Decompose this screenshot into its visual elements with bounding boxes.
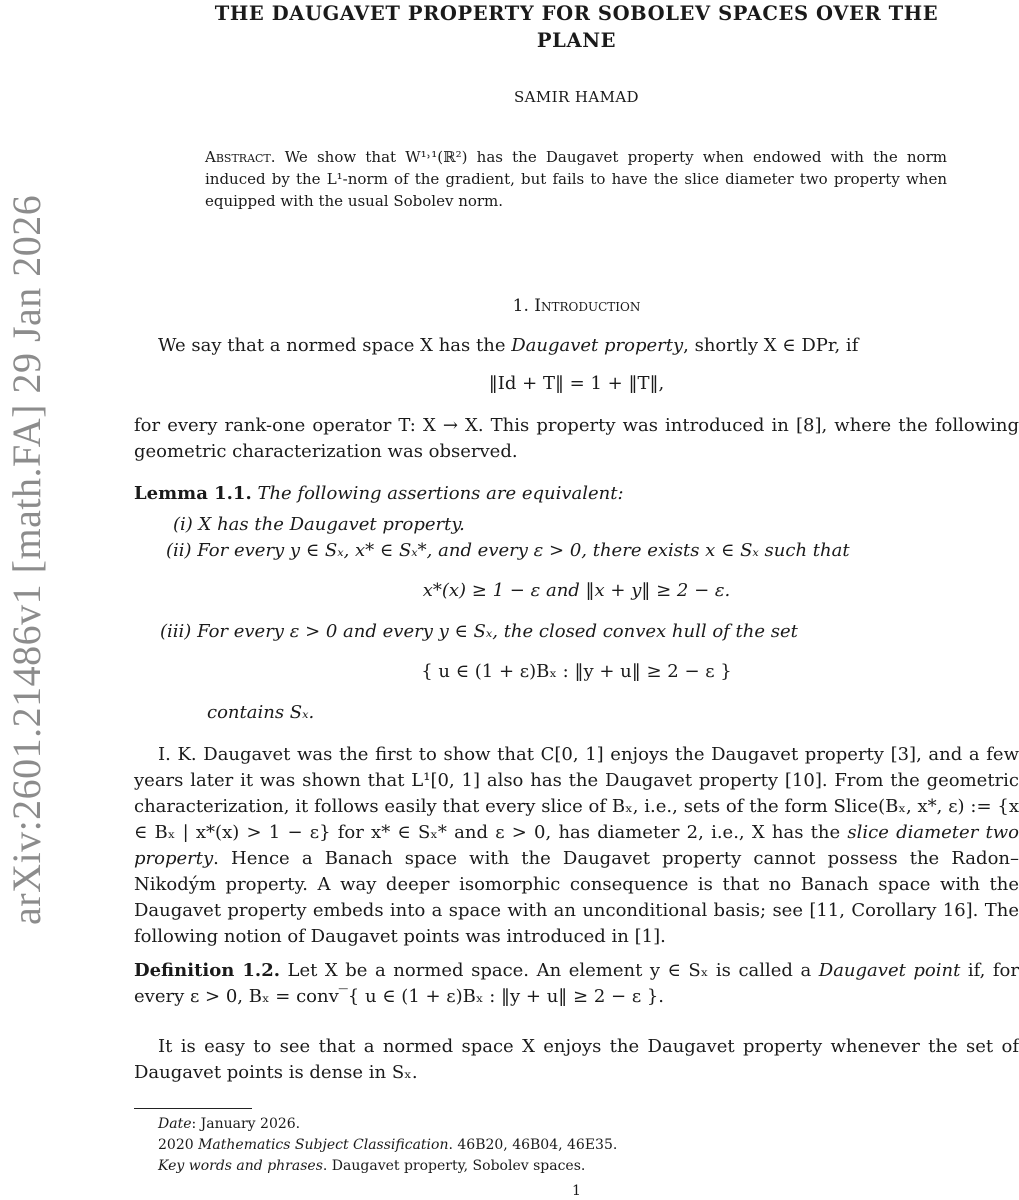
text-run: . Hence a Banach space with the Daugavet property cannot possess the Radon–Nikodým property. A way deeper isomorphic consequence is that no Banach space with the Daugavet property embeds into a space with an unconditional basis; see [11, Corollary 16]. The following notion of Daugavet points was introduced in [1].: [134, 848, 1019, 947]
text-run: if, for every ε > 0, Bₓ = conv‾{ u ∈ (1 + ε)Bₓ : ‖y + u‖ ≥ 2 − ε }.: [134, 960, 1019, 1007]
item-marker: (ii): [166, 540, 192, 561]
footnote-value: . Daugavet property, Sobolev spaces.: [322, 1158, 586, 1174]
equation-daugavet: ‖Id + T‖ = 1 + ‖T‖,: [488, 373, 665, 394]
item-text: X has the Daugavet property.: [198, 514, 465, 535]
section-number: 1.: [512, 296, 529, 316]
equation-lemma-iii: { u ∈ (1 + ε)Bₓ : ‖y + u‖ ≥ 2 − ε }: [421, 661, 732, 682]
paragraph-history: [134, 742, 1019, 950]
intro-paragraph-1: [134, 333, 1019, 359]
text-run: We say that a normed space X has the: [158, 335, 512, 356]
footnotes: [158, 1114, 617, 1177]
footnote-value: . 46B20, 46B04, 46E35.: [448, 1137, 618, 1153]
lemma-item-ii: [166, 540, 850, 561]
item-text: For every y ∈ Sₓ, x* ∈ Sₓ*, and every ε > 0, there exists x ∈ Sₓ such that: [197, 540, 850, 561]
footnote-label: Mathematics Subject Classification: [198, 1137, 449, 1153]
lemma-item-iii: [160, 621, 798, 642]
emphasis-term: Daugavet property: [511, 335, 684, 356]
emphasis-term: slice diameter two property: [134, 822, 1019, 869]
footnote-label: Date: [158, 1116, 192, 1132]
arxiv-identifier-stamp: arXiv:2601.21486v1 [math.FA] 29 Jan 2026: [4, 194, 49, 925]
abstract: [205, 146, 947, 212]
footnote-label: Key words and phrases: [158, 1158, 323, 1174]
section-heading: [134, 296, 1019, 316]
item-text: For every ε > 0 and every y ∈ Sₓ, the closed convex hull of the set: [197, 621, 798, 642]
lemma-label: Lemma 1.1.: [134, 483, 252, 504]
abstract-text: We show that W¹˒¹(ℝ²) has the Daugavet property when endowed with the norm induced by the L¹-norm of the gradient, but fails to have the slice diameter two property when equipped with the usual Sobolev norm.: [205, 148, 947, 210]
definition-1-2: [134, 958, 1019, 1010]
item-marker: (iii): [160, 621, 192, 642]
footnote-keywords: [158, 1156, 617, 1177]
lemma-statement: The following assertions are equivalent:: [257, 483, 624, 504]
title-line-2: PLANE: [536, 29, 617, 52]
section-title: Introduction: [534, 296, 641, 316]
footnote-value: : January 2026.: [191, 1116, 301, 1132]
author-name: SAMIR HAMAD: [514, 88, 639, 106]
definition-label: Definition 1.2.: [134, 960, 280, 981]
lemma-header: [134, 481, 1019, 507]
title-line-1: THE DAUGAVET PROPERTY FOR SOBOLEV SPACES OVER THE: [214, 2, 939, 25]
intro-paragraph-2: for every rank-one operator T: X → X. This property was introduced in [8], where the following geometric characterization was observed.: [134, 415, 1019, 462]
text-run: Let X be a normed space. An element y ∈ Sₓ is called a: [287, 960, 819, 981]
equation-lemma-ii: x*(x) ≥ 1 − ε and ‖x + y‖ ≥ 2 − ε.: [422, 580, 731, 601]
lemma-item-i: [173, 514, 465, 535]
footnote-msc: [158, 1135, 617, 1156]
lemma-tail: contains Sₓ.: [207, 702, 315, 723]
text-run: , shortly X ∈ DPr, if: [683, 335, 859, 356]
page-number: 1: [572, 1183, 581, 1199]
text-run: I. K. Daugavet was the first to show that C[0, 1] enjoys the Daugavet property [3], and a few years later it was shown that L¹[0, 1] also has the Daugavet property [10]. From the geometric characterization, it follows easily that every slice of Bₓ, i.e., sets of the form Slice(Bₓ, x*, ε) := {x ∈ Bₓ | x*(x) > 1 − ε} for x* ∈ Sₓ* and ε > 0, has diameter 2, i.e., X has the: [134, 744, 1019, 843]
emphasis-term: Daugavet point: [818, 960, 961, 981]
footnote-rule: [134, 1108, 252, 1109]
footnote-year: 2020: [158, 1137, 199, 1153]
paper-title: [134, 0, 1019, 54]
item-marker: (i): [173, 514, 193, 535]
footnote-date: [158, 1114, 617, 1135]
abstract-label: Abstract.: [205, 148, 276, 166]
paragraph-dense-points: It is easy to see that a normed space X enjoys the Daugavet property whenever the set of Daugavet points is dense in Sₓ.: [134, 1036, 1019, 1083]
